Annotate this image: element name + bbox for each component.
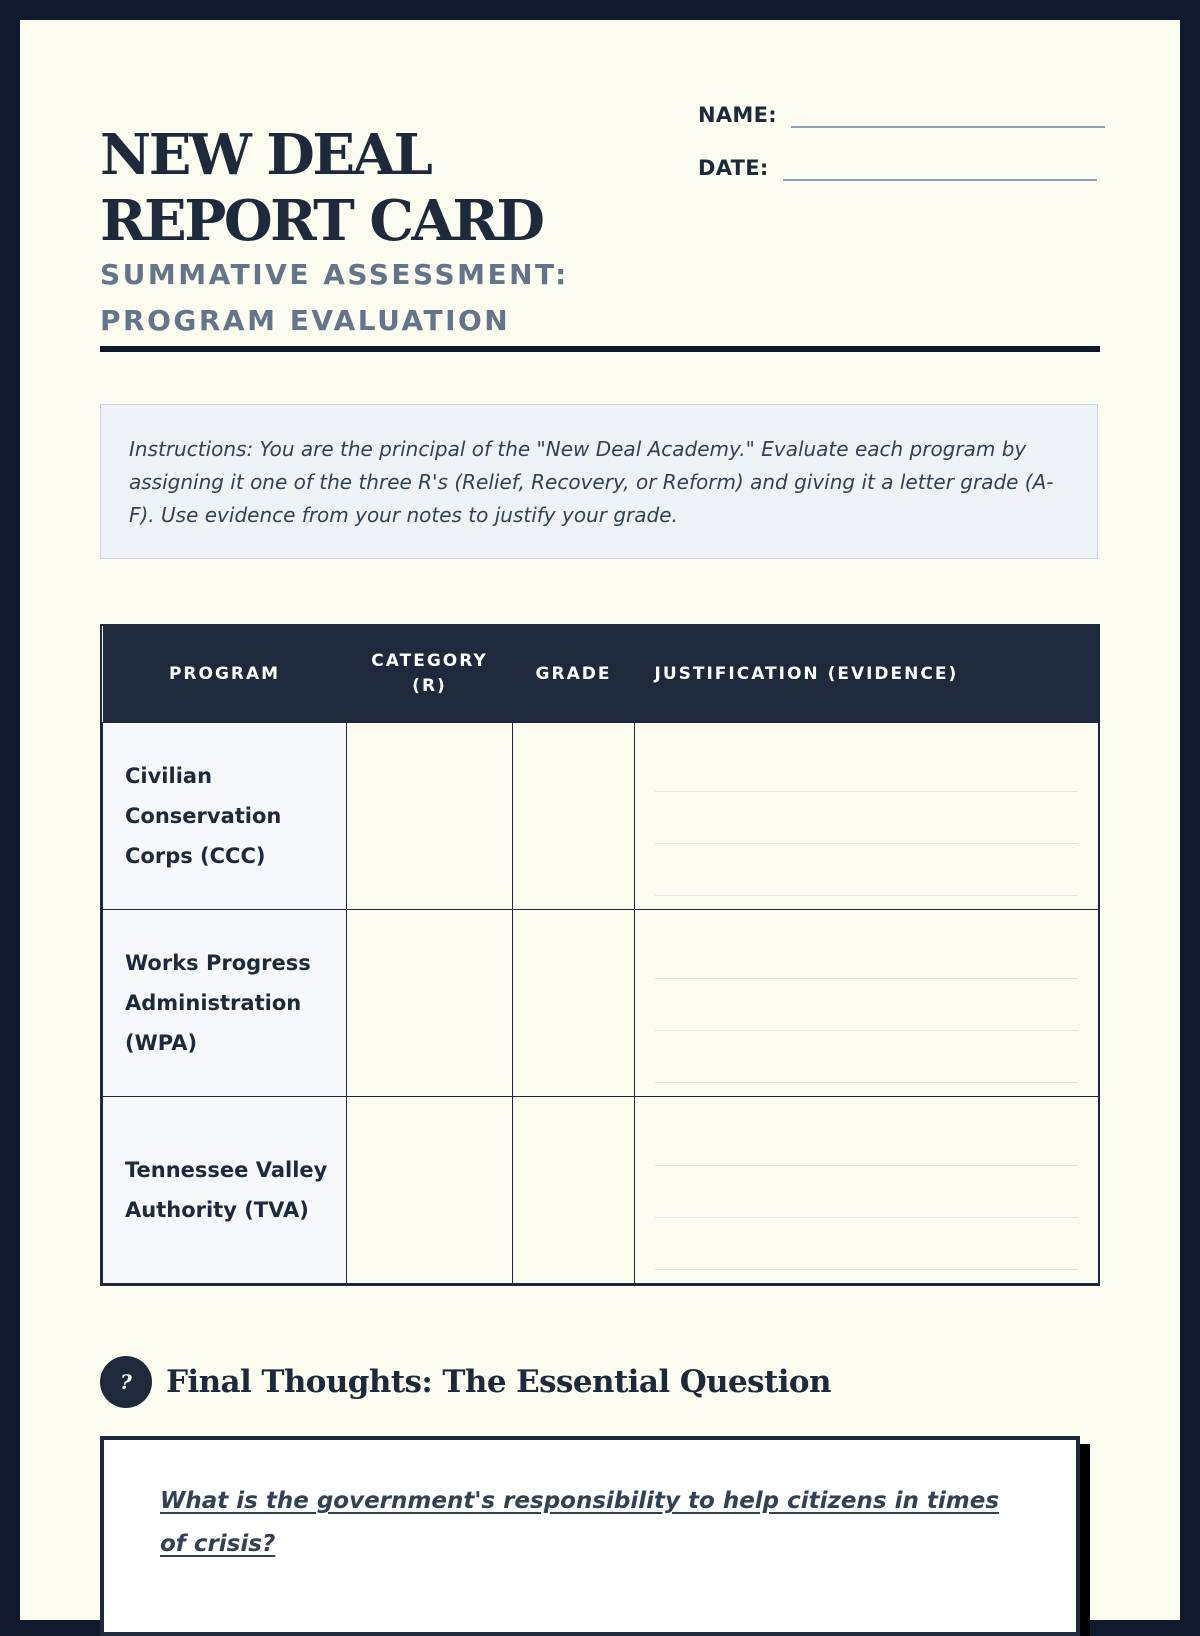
justification-cell[interactable] (635, 723, 1099, 910)
program-name-wpa: Works Progress Administration (WPA) (103, 910, 347, 1097)
header-divider (100, 346, 1100, 352)
page-subtitle: SUMMATIVE ASSESSMENT: PROGRAM EVALUATION (100, 258, 569, 337)
category-cell[interactable] (347, 1097, 513, 1284)
final-thoughts-heading (100, 1356, 831, 1408)
col-header-grade: GRADE (513, 626, 635, 723)
date-input-line[interactable] (783, 153, 1097, 181)
writing-line (655, 1218, 1078, 1270)
writing-line (655, 844, 1078, 896)
col-header-justification: JUSTIFICATION (EVIDENCE) (635, 626, 1099, 723)
table-row (103, 1097, 1099, 1284)
final-thoughts-title: Final Thoughts: The Essential Question (166, 1364, 831, 1400)
page-title: NEW DEAL REPORT CARD (100, 122, 543, 254)
table-row (103, 910, 1099, 1097)
writing-line (655, 792, 1078, 844)
question-mark-icon: ? (100, 1356, 152, 1408)
instructions-box: Instructions: You are the principal of the "New Deal Academy." Evaluate each program by assigning it one of the three R's (Relief, Recovery, or Reform) and giving it a letter grade (A-F). Use evidence from your notes to justify your grade. (100, 404, 1098, 559)
category-cell[interactable] (347, 723, 513, 910)
col-header-program: PROGRAM (103, 626, 347, 723)
essential-question-box (100, 1436, 1080, 1636)
table-row (103, 723, 1099, 910)
worksheet-header (100, 100, 1100, 380)
table-header-row (103, 626, 1099, 723)
category-cell[interactable] (347, 910, 513, 1097)
name-input-line[interactable] (791, 100, 1105, 128)
justification-cell[interactable] (635, 1097, 1099, 1284)
justification-cell[interactable] (635, 910, 1099, 1097)
col-header-category: CATEGORY (R) (347, 626, 513, 723)
writing-line (655, 1166, 1078, 1218)
writing-line (655, 923, 1078, 979)
name-label: NAME: (698, 103, 777, 127)
date-label: DATE: (698, 156, 769, 180)
writing-line (655, 979, 1078, 1031)
worksheet-page (20, 20, 1180, 1620)
writing-line (655, 1031, 1078, 1083)
grade-cell[interactable] (513, 1097, 635, 1284)
program-name-tva: Tennessee Valley Authority (TVA) (103, 1097, 347, 1284)
program-name-ccc: Civilian Conservation Corps (CCC) (103, 723, 347, 910)
name-field[interactable] (698, 100, 1105, 128)
writing-line (655, 736, 1078, 792)
grade-cell[interactable] (513, 910, 635, 1097)
essential-question: What is the government's responsibility to help citizens in times of crisis? (160, 1488, 1000, 1557)
writing-line (655, 1110, 1078, 1166)
report-card-table (100, 624, 1100, 1286)
date-field[interactable] (698, 153, 1097, 181)
grade-cell[interactable] (513, 723, 635, 910)
